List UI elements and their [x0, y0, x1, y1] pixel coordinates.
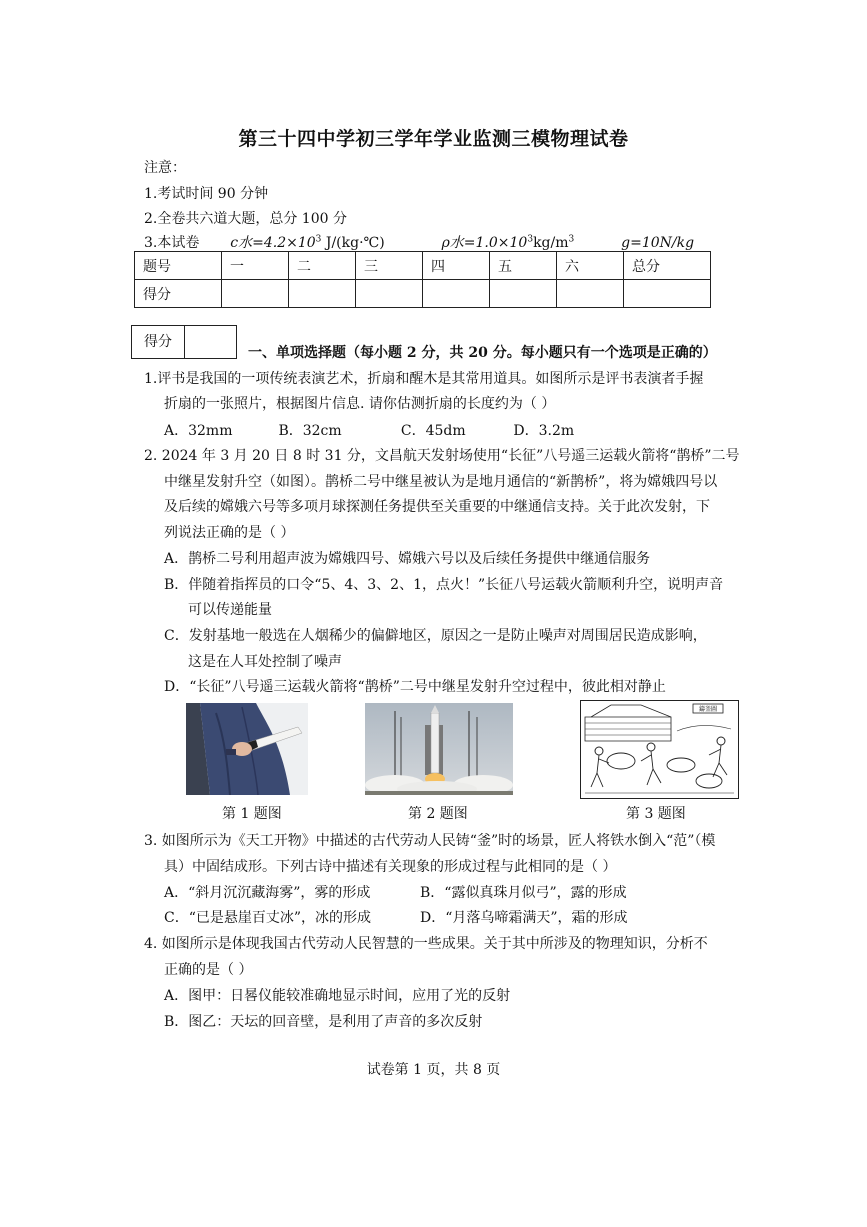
score-input-cell[interactable] — [222, 280, 289, 308]
notice-item-1: 1.考试时间 90 分钟 — [144, 186, 269, 202]
figure-3-label: 鑄釜圖 — [698, 706, 718, 713]
figure-2-caption: 第 2 题图 — [408, 806, 468, 822]
q4-line-1: 4. 如图所示是体现我国古代劳动人民智慧的一些成果。关于其中所涉及的物理知识，分析不 — [144, 936, 708, 952]
score-header-cell: 六 — [557, 252, 624, 280]
constant-rho-water: ρ水=1.0×10 — [441, 235, 528, 251]
casting-woodcut-image — [581, 701, 738, 798]
q2-option-c-cont: 这是在人耳处控制了噪声 — [188, 654, 342, 670]
score-table-score-row — [135, 280, 711, 308]
score-header-cell: 题号 — [135, 252, 222, 280]
score-input-cell[interactable] — [557, 280, 624, 308]
score-header-cell: 五 — [490, 252, 557, 280]
q2-line-1: 2. 2024 年 3 月 20 日 8 时 31 分，文昌航天发射场使用“长征”八号遥三运载火箭将“鹊桥”二号 — [144, 448, 740, 464]
score-input-cell[interactable] — [356, 280, 423, 308]
q2-option-a: A．鹊桥二号利用超声波为嫦娥四号、嫦娥六号以及后续任务提供中继通信服务 — [164, 551, 651, 567]
score-input-cell[interactable] — [289, 280, 356, 308]
figure-3-caption: 第 3 题图 — [626, 806, 686, 822]
q1-line-1: 1.评书是我国的一项传统表演艺术，折扇和醒木是其常用道具。如图所示是评书表演者手握 — [144, 371, 704, 387]
q2-option-b: B．伴随着指挥员的口令“5、4、3、2、1，点火！”长征八号运载火箭顺利升空，说明声音 — [164, 577, 724, 593]
q1-line-2: 折扇的一张照片，根据图片信息. 请你估测折扇的长度约为（ ） — [164, 396, 556, 412]
score-header-cell: 四 — [423, 252, 490, 280]
q3-line-2: 具）中固结成形。下列古诗中描述有关现象的形成过程与此相同的是（ ） — [164, 859, 617, 875]
q2-option-c: C．发射基地一般选在人烟稀少的偏僻地区，原因之一是防止噪声对周围居民造成影响， — [164, 628, 707, 644]
score-input-cell[interactable] — [423, 280, 490, 308]
notice-item-2: 2.全卷共六道大题，总分 100 分 — [144, 211, 347, 227]
notice-heading: 注意： — [144, 160, 186, 176]
notice-item-3-prefix: 3.本试卷 — [144, 235, 200, 251]
page-footer: 试卷第 1 页，共 8 页 — [366, 1062, 501, 1078]
figure-3-casting-illustration — [580, 700, 739, 799]
notice-item-3 — [144, 232, 694, 252]
section-score-label: 得分 — [132, 326, 185, 358]
constant-c-unit: J/(kg·℃) — [321, 235, 385, 251]
q2-line-4: 列说法正确的是（ ） — [164, 525, 295, 541]
constant-g: g=10N/kg — [621, 235, 695, 251]
q2-option-b-cont: 可以传递能量 — [188, 602, 272, 618]
constant-rho-unit: kg/m — [533, 235, 569, 251]
score-table-header-row — [135, 252, 711, 280]
q3-line-1: 3. 如图所示为《天工开物》中描述的古代劳动人民铸“釜”时的场景，匠人将铁水倒入“范”（模 — [144, 833, 716, 849]
score-row-label: 得分 — [135, 280, 222, 308]
constant-c-water: c水=4.2×10 — [230, 235, 316, 251]
figure-2-rocket-launch — [365, 703, 513, 795]
q2-option-d: D．“长征”八号遥三运载火箭将“鹊桥”二号中继星发射升空过程中，彼此相对静止 — [164, 679, 666, 695]
section-score-box — [131, 325, 237, 359]
score-header-cell: 总分 — [624, 252, 711, 280]
q3-option-a: A．“斜月沉沉藏海雾”，雾的形成 — [164, 885, 371, 901]
rocket-launch-image — [365, 703, 513, 795]
q1-option-b: B．32cm — [278, 423, 342, 439]
q4-option-b: B．图乙：天坛的回音壁，是利用了声音的多次反射 — [164, 1014, 483, 1030]
q1-options — [164, 420, 574, 440]
q2-line-3: 及后续的嫦娥六号等多项月球探测任务提供至关重要的中继通信支持。关于此次发射，下 — [164, 499, 710, 515]
score-table — [134, 251, 711, 308]
page-title: 第三十四中学初三学年学业监测三模物理试卷 — [238, 128, 629, 150]
q1-option-a: A．32mm — [164, 423, 233, 439]
score-input-cell[interactable] — [490, 280, 557, 308]
score-header-cell: 二 — [289, 252, 356, 280]
constant-c-exp: 3 — [315, 234, 322, 245]
score-header-cell: 一 — [222, 252, 289, 280]
score-input-cell[interactable] — [624, 280, 711, 308]
q4-option-a: A．图甲：日晷仪能较准确地显示时间，应用了光的反射 — [164, 988, 511, 1004]
storyteller-fan-image — [186, 703, 308, 795]
figure-1-caption: 第 1 题图 — [222, 806, 282, 822]
constant-rho-unit-exp: 3 — [568, 234, 575, 245]
q1-option-c: C．45dm — [400, 423, 466, 439]
constant-rho-exp: 3 — [527, 234, 534, 245]
figure-1-storyteller — [186, 703, 308, 795]
q4-line-2: 正确的是（ ） — [164, 962, 253, 978]
section-heading: 一、单项选择题（每小题 2 分，共 20 分。每小题只有一个选项是正确的） — [248, 345, 717, 361]
q3-option-c: C．“已是悬崖百丈冰”，冰的形成 — [164, 910, 372, 926]
q3-option-b: B．“露似真珠月似弓”，露的形成 — [420, 885, 627, 901]
q2-line-2: 中继星发射升空（如图）。鹊桥二号中继星被认为是地月通信的“新鹊桥”，将为嫦娥四号以 — [164, 474, 718, 490]
q1-option-d: D．3.2m — [513, 423, 575, 439]
score-header-cell: 三 — [356, 252, 423, 280]
q3-option-d: D．“月落乌啼霜满天”，霜的形成 — [420, 910, 628, 926]
